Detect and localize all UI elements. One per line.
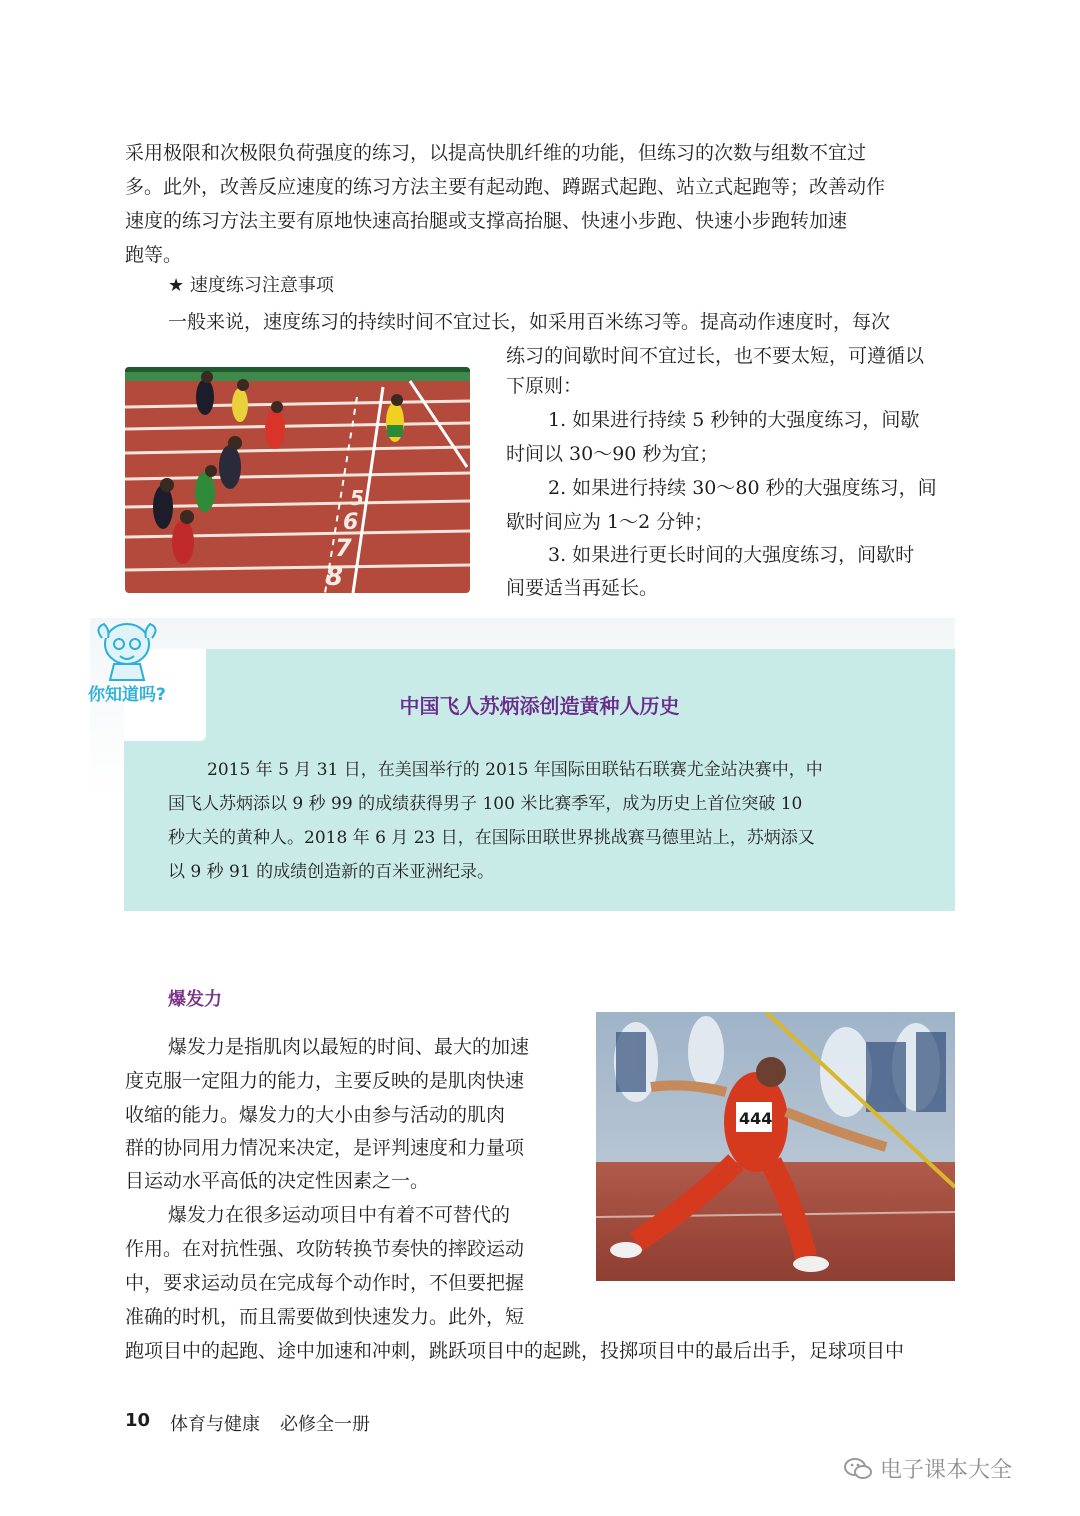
- book-volume: 必修全一册: [280, 1414, 370, 1435]
- paragraph-line: 中，要求运动员在完成每个动作时，不但要把握: [125, 1272, 525, 1294]
- paragraph-line: 速度的练习方法主要有原地快速高抬腿或支撑高抬腿、快速小步跑、快速小步跑转加速: [125, 210, 848, 232]
- did-you-know-line: 2015 年 5 月 31 日，在美国举行的 2015 年国际田联钻石联赛尤金站决赛中，中: [207, 760, 823, 780]
- speed-notes-line: 1. 如果进行持续 5 秒钟的大强度练习，间歇: [548, 409, 920, 431]
- javelin-throw-photo: [596, 1012, 955, 1281]
- paragraph-line: 跑项目中的起跑、途中加速和冲刺，跳跃项目中的起跳，投掷项目中的最后出手，足球项目中: [125, 1340, 905, 1362]
- paragraph-line: 度克服一定阻力的能力，主要反映的是肌肉快速: [125, 1070, 525, 1092]
- paragraph-line: 目运动水平高低的决定性因素之一。: [125, 1170, 430, 1192]
- section-heading: 爆发力: [168, 989, 222, 1010]
- professor-mascot-icon: [92, 620, 162, 682]
- speed-notes-line: 练习的间歇时间不宜过长，也不要太短，可遵循以: [506, 345, 925, 367]
- speed-notes-line: 间要适当再延长。: [506, 577, 659, 599]
- did-you-know-line: 以 9 秒 91 的成绩创造新的百米亚洲纪录。: [168, 862, 495, 882]
- watermark-text: 电子课本大全: [880, 1458, 1013, 1483]
- did-you-know-line: 秒大关的黄种人。2018 年 6 月 23 日，在国际田联世界挑战赛马德里站上，苏炳添又: [168, 828, 815, 848]
- lane-number: 7: [335, 534, 352, 562]
- paragraph-line: 跑等。: [125, 244, 183, 266]
- speed-notes-intro: 一般来说，速度练习的持续时间不宜过长，如采用百米练习等。提高动作速度时，每次: [168, 311, 891, 333]
- speed-notes-line: 歇时间应为 1～2 分钟；: [506, 511, 714, 533]
- lane-number: 8: [325, 562, 344, 592]
- paragraph-line: 群的协同用力情况来决定，是评判速度和力量项: [125, 1137, 525, 1159]
- speed-notes-heading: ★ 速度练习注意事项: [168, 275, 334, 296]
- speed-notes-line: 2. 如果进行持续 30～80 秒的大强度练习，间: [548, 477, 937, 499]
- paragraph-line: 作用。在对抗性强、攻防转换节奏快的摔跤运动: [125, 1238, 525, 1260]
- sprint-race-photo: [125, 367, 470, 593]
- page-number: 10: [125, 1410, 151, 1431]
- paragraph-line: 准确的时机，而且需要做到快速发力。此外，短: [125, 1306, 525, 1328]
- speed-notes-line: 3. 如果进行更长时间的大强度练习，间歇时: [548, 544, 915, 566]
- paragraph-line: 爆发力在很多运动项目中有着不可替代的: [168, 1204, 511, 1226]
- book-title: 体育与健康: [170, 1414, 260, 1435]
- did-you-know-label: 你知道吗?: [88, 685, 166, 705]
- paragraph-line: 爆发力是指肌肉以最短的时间、最大的加速: [168, 1036, 530, 1058]
- did-you-know-title: 中国飞人苏炳添创造黄种人历史: [399, 694, 680, 718]
- wechat-icon: [843, 1456, 873, 1482]
- speed-notes-line: 下原则：: [506, 375, 583, 397]
- lane-number: 5: [350, 486, 364, 510]
- speed-notes-line: 时间以 30～90 秒为宜；: [506, 443, 719, 465]
- paragraph-line: 收缩的能力。爆发力的大小由参与活动的肌肉: [125, 1104, 506, 1126]
- paragraph-line: 采用极限和次极限负荷强度的练习，以提高快肌纤维的功能，但练习的次数与组数不宜过: [125, 142, 867, 164]
- paragraph-line: 多。此外，改善反应速度的练习方法主要有起动跑、蹲踞式起跑、站立式起跑等；改善动作: [125, 176, 886, 198]
- bib-number: 444: [739, 1109, 773, 1128]
- did-you-know-line: 国飞人苏炳添以 9 秒 99 的成绩获得男子 100 米比赛季军，成为历史上首位突破 10: [168, 794, 803, 814]
- lane-number: 6: [343, 510, 359, 535]
